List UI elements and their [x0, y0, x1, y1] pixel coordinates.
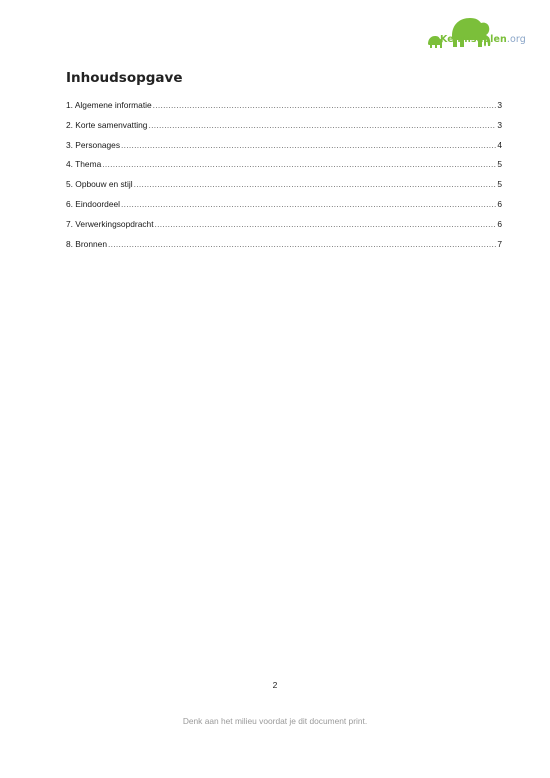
toc-entry-page: 5 — [497, 159, 502, 170]
logo-text: Kennisdelen.org — [440, 34, 526, 45]
toc-entry-label: 1. Algemene informatie — [66, 100, 152, 110]
table-of-contents — [66, 101, 502, 259]
toc-entry[interactable] — [66, 101, 502, 121]
toc-entry-page: 6 — [497, 198, 502, 209]
toc-entry-label: 5. Opbouw en stijl — [66, 179, 133, 190]
toc-entry-page: 3 — [497, 100, 502, 110]
footer-note: Denk aan het milieu voordat je dit document print. — [182, 716, 368, 726]
toc-entry[interactable] — [66, 160, 502, 180]
toc-leader — [153, 101, 497, 109]
toc-title: Inhoudsopgave — [66, 70, 183, 86]
toc-leader — [102, 160, 496, 168]
toc-entry-label: 7. Verwerkingsopdracht — [66, 218, 154, 229]
toc-entry-page: 3 — [497, 119, 502, 130]
toc-entry-label: 4. Thema — [66, 159, 102, 170]
toc-leader — [108, 240, 496, 248]
toc-entry-label: 3. Personages — [66, 139, 121, 150]
toc-entry-page: 5 — [497, 179, 502, 190]
site-logo[interactable] — [424, 14, 536, 58]
toc-leader — [148, 121, 496, 129]
toc-entry[interactable] — [66, 220, 502, 240]
toc-entry-page: 6 — [497, 218, 502, 229]
toc-entry-label: 2. Korte samenvatting — [66, 119, 148, 130]
toc-entry-page: 4 — [497, 139, 502, 150]
page-number: 2 — [272, 680, 278, 690]
toc-entry-page: 7 — [497, 238, 502, 249]
toc-entry[interactable] — [66, 121, 502, 141]
toc-leader — [121, 200, 496, 208]
toc-entry[interactable] — [66, 141, 502, 161]
toc-leader — [121, 141, 496, 149]
toc-entry-label: 8. Bronnen — [66, 238, 107, 249]
toc-entry-label: 6. Eindoordeel — [66, 198, 121, 209]
toc-leader — [134, 180, 497, 188]
toc-entry[interactable] — [66, 180, 502, 200]
toc-leader — [155, 220, 497, 228]
toc-entry[interactable] — [66, 200, 502, 220]
toc-entry[interactable] — [66, 240, 502, 260]
